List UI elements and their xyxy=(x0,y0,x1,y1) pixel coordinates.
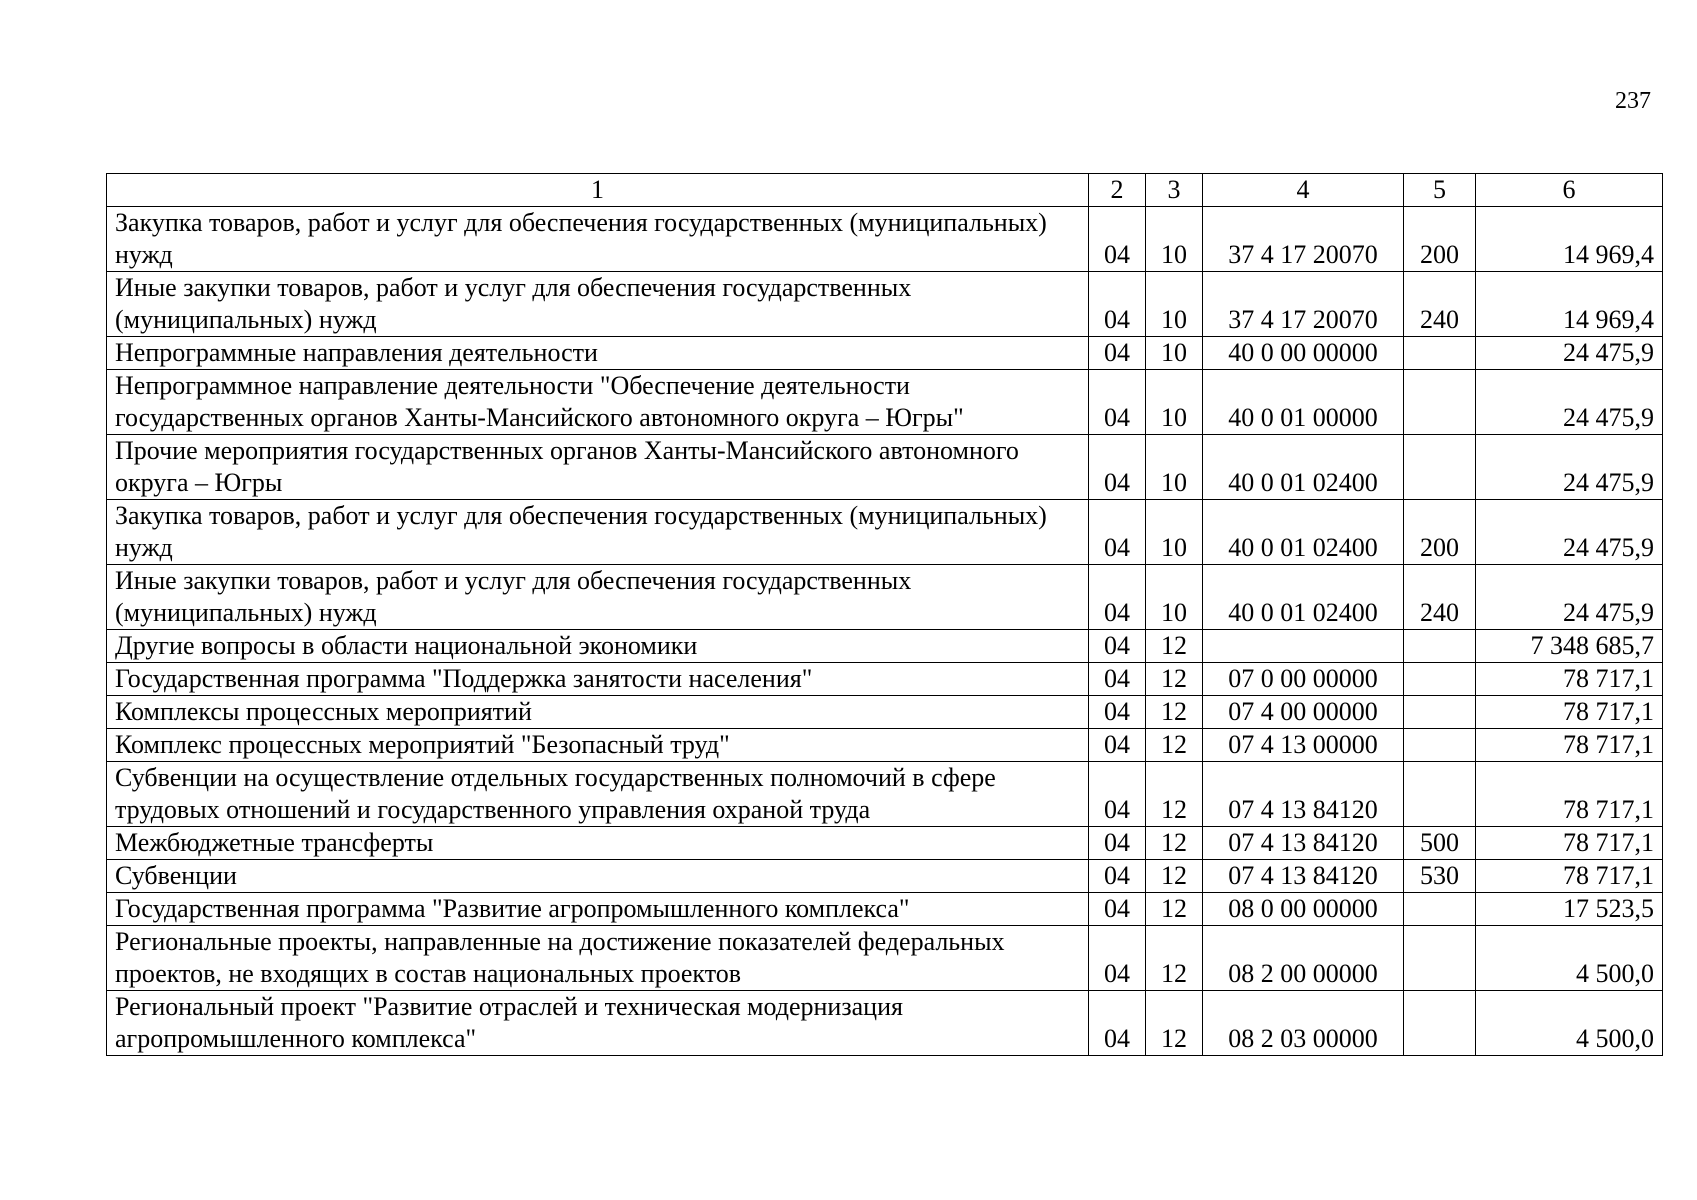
row-target-item-cell: 07 4 13 84120 xyxy=(1203,762,1404,827)
row-name-cell: Региональные проекты, направленные на достижение показателей федеральных проектов, не входящих в состав национальных проектов xyxy=(107,926,1089,991)
row-amount-cell: 17 523,5 xyxy=(1476,893,1663,926)
row-amount-cell: 78 717,1 xyxy=(1476,827,1663,860)
page-number: 237 xyxy=(1615,88,1651,114)
row-expense-type-cell xyxy=(1404,435,1476,500)
row-subsection-cell: 12 xyxy=(1146,991,1203,1056)
row-subsection-cell: 12 xyxy=(1146,663,1203,696)
row-amount-cell: 14 969,4 xyxy=(1476,272,1663,337)
row-name-cell: Комплексы процессных мероприятий xyxy=(107,696,1089,729)
row-subsection-cell: 12 xyxy=(1146,696,1203,729)
row-amount-cell: 78 717,1 xyxy=(1476,729,1663,762)
row-amount-cell: 78 717,1 xyxy=(1476,860,1663,893)
row-subsection-cell: 12 xyxy=(1146,827,1203,860)
table-row xyxy=(107,337,1663,370)
row-subsection-cell: 10 xyxy=(1146,500,1203,565)
row-subsection-cell: 10 xyxy=(1146,565,1203,630)
row-target-item-cell xyxy=(1203,630,1404,663)
row-expense-type-cell: 240 xyxy=(1404,565,1476,630)
row-section-cell: 04 xyxy=(1089,991,1146,1056)
row-name-cell: Комплекс процессных мероприятий "Безопасный труд" xyxy=(107,729,1089,762)
row-name-cell: Региональный проект "Развитие отраслей и техническая модернизация агропромышленного комплекса" xyxy=(107,991,1089,1056)
row-subsection-cell: 10 xyxy=(1146,370,1203,435)
table-row xyxy=(107,207,1663,272)
row-section-cell: 04 xyxy=(1089,827,1146,860)
row-expense-type-cell: 500 xyxy=(1404,827,1476,860)
table-row xyxy=(107,565,1663,630)
row-section-cell: 04 xyxy=(1089,500,1146,565)
row-subsection-cell: 12 xyxy=(1146,729,1203,762)
row-target-item-cell: 08 2 03 00000 xyxy=(1203,991,1404,1056)
row-target-item-cell: 37 4 17 20070 xyxy=(1203,272,1404,337)
row-target-item-cell: 40 0 01 02400 xyxy=(1203,435,1404,500)
table-row xyxy=(107,729,1663,762)
row-expense-type-cell xyxy=(1404,370,1476,435)
header-col-2: 2 xyxy=(1089,174,1146,207)
row-section-cell: 04 xyxy=(1089,630,1146,663)
table-row xyxy=(107,926,1663,991)
row-section-cell: 04 xyxy=(1089,860,1146,893)
row-subsection-cell: 10 xyxy=(1146,435,1203,500)
row-name-cell: Непрограммное направление деятельности "Обеспечение деятельности государственных органов Ханты-Мансийского автономного округа – Югры" xyxy=(107,370,1089,435)
row-amount-cell: 78 717,1 xyxy=(1476,762,1663,827)
row-expense-type-cell: 240 xyxy=(1404,272,1476,337)
header-col-3: 3 xyxy=(1146,174,1203,207)
row-section-cell: 04 xyxy=(1089,696,1146,729)
table-row xyxy=(107,370,1663,435)
row-section-cell: 04 xyxy=(1089,272,1146,337)
row-expense-type-cell xyxy=(1404,991,1476,1056)
row-expense-type-cell: 200 xyxy=(1404,207,1476,272)
row-subsection-cell: 10 xyxy=(1146,337,1203,370)
table-row xyxy=(107,500,1663,565)
row-amount-cell: 24 475,9 xyxy=(1476,337,1663,370)
table-row xyxy=(107,860,1663,893)
row-expense-type-cell xyxy=(1404,696,1476,729)
row-name-cell: Иные закупки товаров, работ и услуг для обеспечения государственных (муниципальных) нужд xyxy=(107,565,1089,630)
row-name-cell: Иные закупки товаров, работ и услуг для обеспечения государственных (муниципальных) нужд xyxy=(107,272,1089,337)
row-section-cell: 04 xyxy=(1089,337,1146,370)
row-section-cell: 04 xyxy=(1089,893,1146,926)
row-subsection-cell: 12 xyxy=(1146,630,1203,663)
row-expense-type-cell xyxy=(1404,926,1476,991)
table-row xyxy=(107,435,1663,500)
row-amount-cell: 4 500,0 xyxy=(1476,926,1663,991)
row-target-item-cell: 07 0 00 00000 xyxy=(1203,663,1404,696)
table-row xyxy=(107,696,1663,729)
table-row xyxy=(107,893,1663,926)
row-subsection-cell: 12 xyxy=(1146,926,1203,991)
row-subsection-cell: 10 xyxy=(1146,207,1203,272)
row-name-cell: Субвенции xyxy=(107,860,1089,893)
row-amount-cell: 24 475,9 xyxy=(1476,435,1663,500)
row-expense-type-cell xyxy=(1404,762,1476,827)
header-col-6: 6 xyxy=(1476,174,1663,207)
table-row xyxy=(107,630,1663,663)
row-target-item-cell: 07 4 13 00000 xyxy=(1203,729,1404,762)
row-amount-cell: 24 475,9 xyxy=(1476,565,1663,630)
row-expense-type-cell xyxy=(1404,729,1476,762)
row-section-cell: 04 xyxy=(1089,435,1146,500)
row-target-item-cell: 40 0 00 00000 xyxy=(1203,337,1404,370)
table-row xyxy=(107,991,1663,1056)
row-name-cell: Государственная программа "Развитие агропромышленного комплекса" xyxy=(107,893,1089,926)
row-target-item-cell: 07 4 13 84120 xyxy=(1203,860,1404,893)
row-expense-type-cell xyxy=(1404,337,1476,370)
row-name-cell: Субвенции на осуществление отдельных государственных полномочий в сфере трудовых отношений и государственного управления охраной труда xyxy=(107,762,1089,827)
row-name-cell: Межбюджетные трансферты xyxy=(107,827,1089,860)
row-target-item-cell: 07 4 13 84120 xyxy=(1203,827,1404,860)
row-target-item-cell: 07 4 00 00000 xyxy=(1203,696,1404,729)
row-target-item-cell: 08 0 00 00000 xyxy=(1203,893,1404,926)
table-row xyxy=(107,272,1663,337)
row-expense-type-cell: 200 xyxy=(1404,500,1476,565)
row-expense-type-cell: 530 xyxy=(1404,860,1476,893)
row-expense-type-cell xyxy=(1404,630,1476,663)
row-target-item-cell: 37 4 17 20070 xyxy=(1203,207,1404,272)
row-name-cell: Закупка товаров, работ и услуг для обеспечения государственных (муниципальных) нужд xyxy=(107,207,1089,272)
table-row xyxy=(107,827,1663,860)
header-col-4: 4 xyxy=(1203,174,1404,207)
row-subsection-cell: 12 xyxy=(1146,762,1203,827)
row-target-item-cell: 40 0 01 02400 xyxy=(1203,565,1404,630)
row-section-cell: 04 xyxy=(1089,762,1146,827)
row-amount-cell: 78 717,1 xyxy=(1476,663,1663,696)
row-name-cell: Государственная программа "Поддержка занятости населения" xyxy=(107,663,1089,696)
row-name-cell: Прочие мероприятия государственных органов Ханты-Мансийского автономного округа – Югры xyxy=(107,435,1089,500)
row-expense-type-cell xyxy=(1404,893,1476,926)
row-target-item-cell: 40 0 01 00000 xyxy=(1203,370,1404,435)
row-section-cell: 04 xyxy=(1089,207,1146,272)
row-section-cell: 04 xyxy=(1089,370,1146,435)
row-amount-cell: 78 717,1 xyxy=(1476,696,1663,729)
row-name-cell: Непрограммные направления деятельности xyxy=(107,337,1089,370)
table-row xyxy=(107,762,1663,827)
row-section-cell: 04 xyxy=(1089,565,1146,630)
row-section-cell: 04 xyxy=(1089,663,1146,696)
row-name-cell: Закупка товаров, работ и услуг для обеспечения государственных (муниципальных) нужд xyxy=(107,500,1089,565)
row-name-cell: Другие вопросы в области национальной экономики xyxy=(107,630,1089,663)
row-section-cell: 04 xyxy=(1089,926,1146,991)
row-amount-cell: 14 969,4 xyxy=(1476,207,1663,272)
row-target-item-cell: 40 0 01 02400 xyxy=(1203,500,1404,565)
row-subsection-cell: 10 xyxy=(1146,272,1203,337)
row-amount-cell: 4 500,0 xyxy=(1476,991,1663,1056)
header-col-5: 5 xyxy=(1404,174,1476,207)
row-expense-type-cell xyxy=(1404,663,1476,696)
budget-table xyxy=(106,173,1663,1056)
row-section-cell: 04 xyxy=(1089,729,1146,762)
row-amount-cell: 24 475,9 xyxy=(1476,370,1663,435)
table-header-row xyxy=(107,174,1663,207)
header-col-1: 1 xyxy=(107,174,1089,207)
row-subsection-cell: 12 xyxy=(1146,860,1203,893)
row-subsection-cell: 12 xyxy=(1146,893,1203,926)
row-amount-cell: 7 348 685,7 xyxy=(1476,630,1663,663)
table-body xyxy=(107,207,1663,1056)
row-amount-cell: 24 475,9 xyxy=(1476,500,1663,565)
table-row xyxy=(107,663,1663,696)
row-target-item-cell: 08 2 00 00000 xyxy=(1203,926,1404,991)
